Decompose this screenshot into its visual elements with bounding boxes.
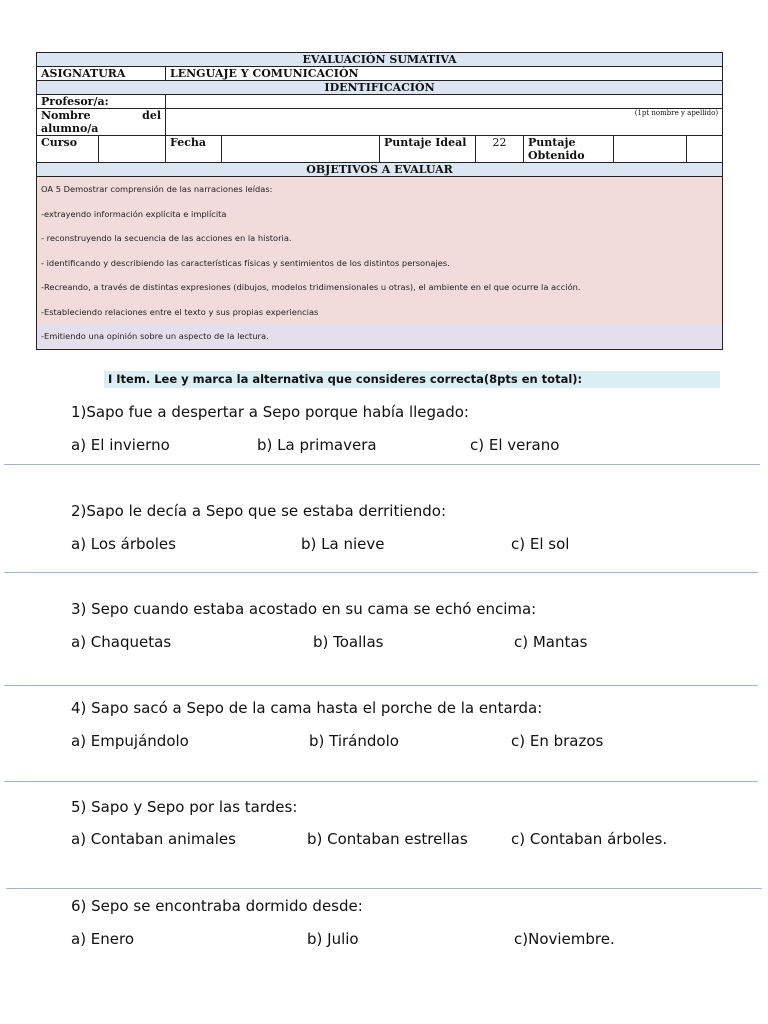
question-4: 4) Sapo sacó a Sepo de la cama hasta el porche de la entarda: <box>71 699 543 717</box>
separator-line <box>4 685 758 686</box>
evaluation-title: EVALUACIÓN SUMATIVA <box>37 53 723 67</box>
obtained-score-field[interactable] <box>614 136 687 163</box>
question-6: 6) Sepo se encontraba dormido desde: <box>71 897 363 915</box>
q1-option-c[interactable]: c) El verano <box>470 436 560 454</box>
q5-option-c[interactable]: c) Contaban árboles. <box>511 830 668 848</box>
date-label: Fecha <box>166 136 222 163</box>
date-field[interactable] <box>222 136 380 163</box>
q2-option-a[interactable]: a) Los árboles <box>71 535 176 553</box>
q3-option-c[interactable]: c) Mantas <box>514 633 588 651</box>
objective-item: -Recreando, a través de distintas expresiones (dibujos, modelos tridimensionales u otras), el ambiente en el que ocurre la acción. <box>37 275 722 300</box>
q1-option-a[interactable]: a) El invierno <box>71 436 170 454</box>
objective-item: - identificando y describiendo las características físicas y sentimientos de los distintos personajes. <box>37 251 722 276</box>
item-instructions: I Item. Lee y marca la alternativa que consideres correcta(8pts en total): <box>104 371 720 388</box>
student-label: Nombre del alumno/a <box>37 109 166 136</box>
objectives-list <box>37 177 723 350</box>
header-table <box>36 52 723 350</box>
q6-option-a[interactable]: a) Enero <box>71 930 135 948</box>
question-2: 2)Sapo le decía a Sepo que se estaba derritiendo: <box>71 502 446 520</box>
objectives-title: OBJETIVOS A EVALUAR <box>37 163 723 177</box>
course-label: Curso <box>37 136 99 163</box>
ideal-score-label: Puntaje Ideal <box>380 136 476 163</box>
separator-line <box>4 572 758 573</box>
q1-option-b[interactable]: b) La primavera <box>257 436 377 454</box>
ideal-score-value: 22 <box>476 136 524 163</box>
identification-title: IDENTIFICACIÓN <box>37 81 723 95</box>
question-5: 5) Sapo y Sepo por las tardes: <box>71 798 298 816</box>
course-field[interactable] <box>99 136 166 163</box>
separator-line <box>4 781 758 782</box>
objective-item: -Estableciendo relaciones entre el texto y sus propias experiencias <box>37 300 722 325</box>
q3-option-a[interactable]: a) Chaquetas <box>71 633 172 651</box>
q5-option-b[interactable]: b) Contaban estrellas <box>307 830 468 848</box>
q2-option-c[interactable]: c) El sol <box>511 535 570 553</box>
q4-option-b[interactable]: b) Tirándolo <box>309 732 399 750</box>
question-1: 1)Sapo fue a despertar a Sepo porque había llegado: <box>71 403 469 421</box>
q3-option-b[interactable]: b) Toallas <box>313 633 384 651</box>
student-note: (1pt nombre y apellido) <box>634 109 719 117</box>
q6-option-c[interactable]: c)Noviembre. <box>514 930 615 948</box>
q4-option-c[interactable]: c) En brazos <box>511 732 604 750</box>
question-3: 3) Sepo cuando estaba acostado en su cama se echó encima: <box>71 600 537 618</box>
objective-item: - reconstruyendo la secuencia de las acciones en la historia. <box>37 226 722 251</box>
q2-option-b[interactable]: b) La nieve <box>301 535 385 553</box>
objective-item: OA 5 Demostrar comprensión de las narraciones leídas: <box>37 177 722 202</box>
obtained-score-extra <box>687 136 723 163</box>
subject-label: ASIGNATURA <box>37 67 166 81</box>
teacher-label: Profesor/a: <box>37 95 166 109</box>
subject-value: LENGUAJE Y COMUNICACIÓN <box>166 67 723 81</box>
separator-line <box>6 888 762 889</box>
objective-item: -Emitiendo una opinión sobre un aspecto de la lectura. <box>37 324 722 349</box>
q5-option-a[interactable]: a) Contaban animales <box>71 830 236 848</box>
separator-line <box>4 464 760 465</box>
student-field[interactable] <box>166 109 723 136</box>
teacher-field[interactable] <box>166 95 723 109</box>
objective-item: -extrayendo información explícita e implícita <box>37 202 722 227</box>
obtained-score-label: Puntaje Obtenido <box>524 136 614 163</box>
q4-option-a[interactable]: a) Empujándolo <box>71 732 189 750</box>
q6-option-b[interactable]: b) Julio <box>307 930 359 948</box>
